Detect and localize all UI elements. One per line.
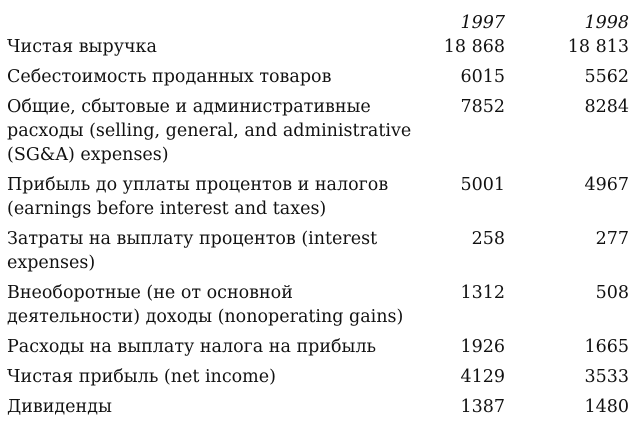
value-1998: 18 813 <box>567 37 629 57</box>
value-1997: 258 <box>471 229 505 249</box>
value-1997: 5001 <box>460 175 505 195</box>
value-1997: 6015 <box>460 67 505 87</box>
value-1997: 1387 <box>460 397 505 417</box>
table-row-net-income <box>7 365 629 395</box>
row-label: Общие, сбытовые и административные расходы (selling, general, and administrative (SG&A) expenses) <box>7 97 412 165</box>
table-row-nonoperating-gains <box>7 281 629 335</box>
table-row-net-revenue <box>7 35 629 65</box>
row-label: Прибыль до уплаты процентов и налогов (earnings before interest and taxes) <box>7 175 389 219</box>
table-row-ebit <box>7 173 629 227</box>
table-row-income-tax <box>7 335 629 365</box>
row-label: Себестоимость проданных товаров <box>7 67 332 87</box>
table-row-dividends <box>7 395 629 425</box>
year-1998-header: 1998 <box>584 13 629 33</box>
row-label: Затраты на выплату процентов (interest expenses) <box>7 229 378 273</box>
value-1998: 4967 <box>584 175 629 195</box>
value-1998: 1480 <box>584 397 629 417</box>
table-header-row <box>7 11 629 35</box>
label-column-header <box>7 11 417 35</box>
value-1998: 5562 <box>584 67 629 87</box>
value-1997: 1926 <box>460 337 505 357</box>
value-1997: 18 868 <box>443 37 505 57</box>
value-1998: 1665 <box>584 337 629 357</box>
table-row-sga-expenses <box>7 95 629 173</box>
row-label: Чистая прибыль (net income) <box>7 367 276 387</box>
row-label: Расходы на выплату налога на прибыль <box>7 337 377 357</box>
value-1998: 3533 <box>584 367 629 387</box>
row-label: Внеоборотные (не от основной деятельности) доходы (nonoperating gains) <box>7 283 404 327</box>
table-row-interest-expenses <box>7 227 629 281</box>
value-1997: 7852 <box>460 97 505 117</box>
value-1998: 277 <box>595 229 629 249</box>
row-label: Дивиденды <box>7 397 112 417</box>
value-1997: 1312 <box>460 283 505 303</box>
financial-table <box>7 11 629 425</box>
value-1997: 4129 <box>460 367 505 387</box>
row-label: Чистая выручка <box>7 37 157 57</box>
value-1998: 508 <box>595 283 629 303</box>
table-row-cost-of-goods-sold <box>7 65 629 95</box>
year-1997-header: 1997 <box>460 13 505 33</box>
value-1998: 8284 <box>584 97 629 117</box>
